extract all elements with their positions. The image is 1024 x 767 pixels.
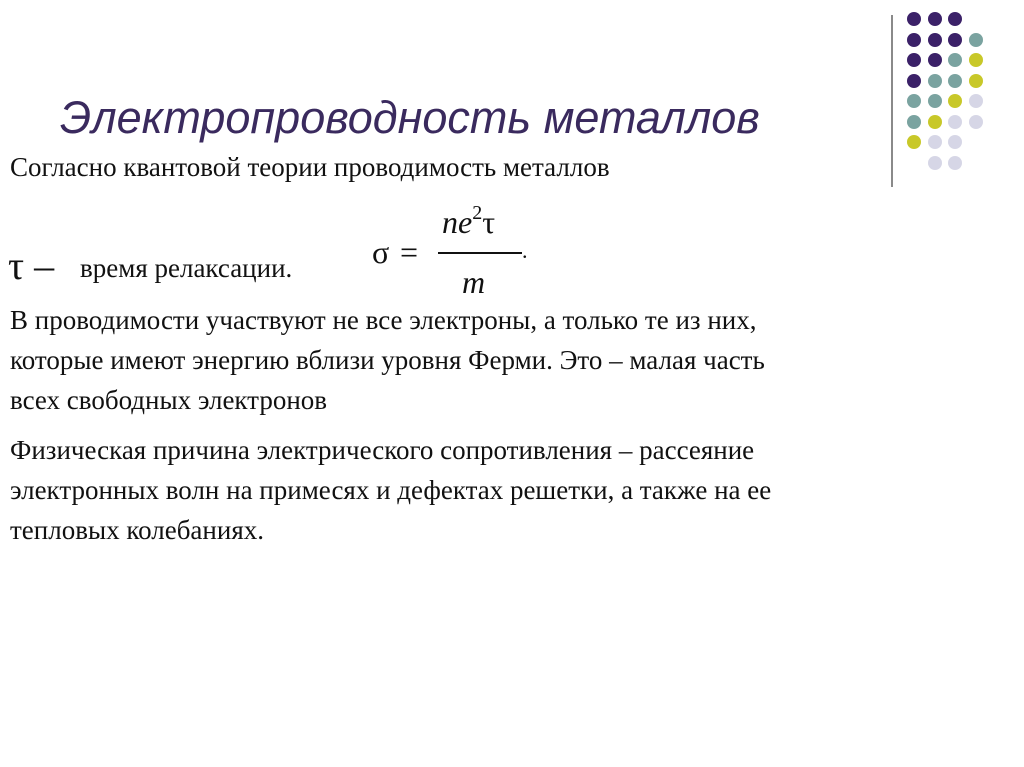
paragraph-line: электронных волн на примесях и дефектах решетки, а также на ее — [10, 475, 772, 505]
tau-symbol: τ – — [8, 243, 55, 288]
decorative-dot-grid — [904, 8, 1014, 168]
decorative-dot — [907, 115, 921, 129]
conductivity-formula — [372, 198, 542, 308]
paragraph-line: которые имеют энергию вблизи уровня Ферми. Это – малая часть — [10, 345, 765, 375]
formula-sigma: σ — [372, 234, 390, 270]
decorative-dot — [928, 74, 942, 88]
slide-title: Электропроводность металлов — [60, 92, 760, 143]
decorative-dot — [948, 115, 962, 129]
paragraph-line: Физическая причина электрического сопротивления – рассеяние — [10, 435, 755, 465]
relaxation-label: время релаксации. — [80, 253, 293, 283]
paragraph-participation — [10, 300, 1000, 420]
formula-trailing-dot: . — [522, 238, 528, 263]
decorative-dot — [928, 115, 942, 129]
formula-numerator-exponent: 2 — [472, 202, 483, 224]
decorative-dot — [948, 33, 962, 47]
decorative-dot — [907, 135, 921, 149]
paragraph-line: В проводимости участвуют не все электроны, а только те из них, — [10, 305, 757, 335]
formula-equals: = — [400, 234, 419, 270]
formula-fraction-bar — [438, 252, 522, 254]
paragraph-line: всех свободных электронов — [10, 385, 328, 415]
decorative-dot — [907, 33, 921, 47]
intro-line: Согласно квантовой теории проводимость металлов — [10, 152, 610, 182]
decorative-dot — [969, 115, 983, 129]
decorative-dot — [969, 33, 983, 47]
decorative-divider-line — [891, 15, 893, 187]
formula-numerator — [442, 202, 495, 241]
decorative-dot — [948, 53, 962, 67]
formula-numerator-tau: τ — [482, 204, 496, 240]
decorative-dot — [928, 94, 942, 108]
decorative-dot — [928, 53, 942, 67]
decorative-dot — [907, 94, 921, 108]
decorative-dot — [907, 53, 921, 67]
decorative-dot — [948, 94, 962, 108]
paragraph-resistance — [10, 430, 1000, 550]
decorative-dot — [969, 53, 983, 67]
decorative-dot — [948, 12, 962, 26]
decorative-dot — [907, 74, 921, 88]
decorative-dot — [928, 33, 942, 47]
decorative-dot — [969, 94, 983, 108]
formula-denominator: m — [462, 264, 486, 300]
formula-numerator-ne: ne — [442, 204, 473, 240]
paragraph-line: тепловых колебаниях. — [10, 515, 264, 545]
decorative-dot — [907, 12, 921, 26]
decorative-dot — [928, 12, 942, 26]
decorative-dot — [948, 135, 962, 149]
decorative-dot — [928, 156, 942, 170]
decorative-dot — [948, 156, 962, 170]
decorative-dot — [928, 135, 942, 149]
decorative-dot — [948, 74, 962, 88]
decorative-dot — [969, 74, 983, 88]
